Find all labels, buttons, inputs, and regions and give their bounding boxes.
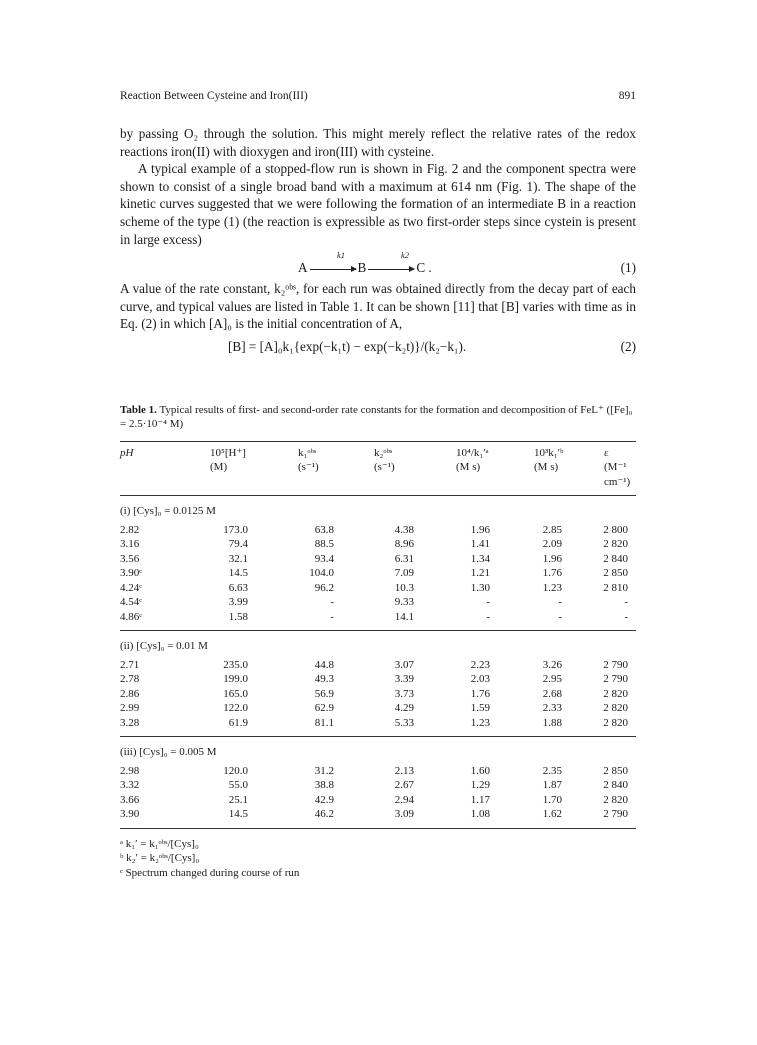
column-header: (s⁻¹) (374, 461, 395, 474)
table-cell: 32.1 (228, 552, 248, 565)
table-caption-label: Table 1. (120, 403, 157, 416)
column-header: (s⁻¹) (298, 461, 319, 474)
table-cell: 235.0 (223, 658, 248, 671)
table-cell: 4.24ᶜ (120, 581, 143, 594)
table-cell: 44.8 (314, 658, 334, 671)
page-number: 891 (618, 90, 636, 102)
table-cell: 2.09 (542, 538, 562, 551)
table-cell: 2.03 (470, 673, 490, 686)
table-cell: 81.1 (314, 716, 334, 729)
table-row (120, 716, 636, 731)
column-header: k₁ᵒᵇˢ (298, 446, 317, 459)
table-cell: 1.76 (542, 567, 562, 580)
footnote-a: ᵃ k₁′ = k₁ᵒᵇˢ/[Cys]₀ (120, 837, 199, 850)
table-cell: 1.08 (470, 808, 490, 821)
table-cell: 3.07 (394, 658, 414, 671)
table-cell: 4.29 (394, 702, 414, 715)
scheme-row (298, 260, 432, 276)
table-cell: 2.71 (120, 658, 140, 671)
table-cell: - (486, 610, 490, 623)
column-header: 10⁴/k₁′ᵃ (456, 446, 489, 459)
table-cell: 14.1 (394, 610, 414, 623)
table-cell: 1.58 (228, 610, 248, 623)
scheme-species-a: A (298, 260, 308, 276)
table-cell: 1.17 (470, 793, 490, 806)
table-cell: 31.2 (314, 764, 334, 777)
table-cell: 2 840 (603, 779, 628, 792)
table-cell: 120.0 (223, 764, 248, 777)
table-cell: 4.38 (394, 523, 414, 536)
table-cell: 1.62 (542, 808, 562, 821)
table-cell: 14.5 (228, 808, 248, 821)
table-cell: 3.28 (120, 716, 140, 729)
scheme-species-b: B (357, 260, 367, 276)
table-cell: 38.8 (314, 779, 334, 792)
table-row (120, 793, 636, 808)
page (120, 90, 636, 880)
column-header: pH (120, 446, 134, 459)
table-cell: 2.35 (542, 764, 562, 777)
table-caption-text: Typical results of first- and second-order rate constants for the formation and decomposition of FeL⁺ ([Fe]₀ = 2.5·10⁻⁴ M) (120, 403, 633, 430)
table-row (120, 778, 636, 793)
column-header: (M) (210, 461, 228, 474)
table-cell: 49.3 (314, 673, 334, 686)
table-footnotes (120, 837, 636, 881)
scheme-arrow-2 (368, 269, 414, 270)
table-cell: 1.96 (542, 552, 562, 565)
column-header: ε (604, 446, 609, 459)
table-cell: 2.23 (470, 658, 490, 671)
table-cell: 2 790 (603, 658, 628, 671)
table-cell: 61.9 (228, 716, 248, 729)
table-cell: 55.0 (228, 779, 248, 792)
paragraph-2: A typical example of a stopped-flow run is shown in Fig. 2 and the component spectra were shown to consist of a single broad band with a maximum at 614 nm (Fig. 1). The shape of the kinetic curves suggested that we were following the formation of an intermediate B in a reaction scheme of the type (1) (the reaction is expressible as two first-order steps since cystein is present in large excess) (120, 161, 636, 247)
table-header-row (120, 446, 636, 461)
table-cell: 2.68 (542, 687, 562, 700)
table-cell: 93.4 (314, 552, 334, 565)
table-row (120, 566, 636, 581)
table-cell: 25.1 (228, 793, 248, 806)
table-row (120, 672, 636, 687)
table-cell: 1.87 (542, 779, 562, 792)
table-cell: 2 820 (603, 702, 628, 715)
table-cell: 2.33 (542, 702, 562, 715)
column-header: 10⁵[H⁺] (210, 446, 246, 459)
scheme-arrow-1 (310, 269, 356, 270)
table-cell: 2.82 (120, 523, 140, 536)
table-row (120, 610, 636, 625)
table-cell: 42.9 (314, 793, 334, 806)
table-cell: 63.8 (314, 523, 334, 536)
scheme-k2-label: k2 (401, 250, 410, 261)
table-cell: - (330, 610, 334, 623)
table-cell: 1.23 (470, 716, 490, 729)
table-cell: 1.30 (470, 581, 490, 594)
table-cell: 79.4 (228, 538, 248, 551)
table-cell: - (486, 596, 490, 609)
table-cell: 1.76 (470, 687, 490, 700)
table-cell: 1.70 (542, 793, 562, 806)
table-cell: 62.9 (314, 702, 334, 715)
equation-text: [B] = [A]₀k₁{exp(−k₁t) − exp(−k₂t)}/(k₂−k₁). (228, 338, 467, 354)
table-row (120, 807, 636, 822)
table-cell: 1.23 (542, 581, 562, 594)
table-cell: 3.09 (394, 808, 414, 821)
table-cell: 1.41 (470, 538, 490, 551)
table-cell: 3.90 (120, 808, 140, 821)
table-cell: 1.60 (470, 764, 490, 777)
table-cell: 3.39 (394, 673, 414, 686)
column-header: (M s) (534, 461, 559, 474)
table-row (120, 658, 636, 673)
column-header (120, 460, 186, 489)
table-cell: 3.99 (228, 596, 248, 609)
table-cell: 10.3 (394, 581, 414, 594)
table-cell: 165.0 (223, 687, 248, 700)
table-cell: 2 850 (603, 764, 628, 777)
equation-2 (120, 339, 636, 363)
table-cell: 2.13 (394, 764, 414, 777)
table-cell: 14.5 (228, 567, 248, 580)
table-cell: 3.90ᶜ (120, 567, 143, 580)
column-header: (M⁻¹ cm⁻¹) (604, 461, 631, 488)
table-row (120, 595, 636, 610)
table-section-title (120, 631, 636, 658)
table-cell: 5.33 (394, 716, 414, 729)
table-cell: - (624, 610, 628, 623)
section-title-cell: (iii) [Cys]₀ = 0.005 M (120, 746, 217, 759)
table-cell: 173.0 (223, 523, 248, 536)
table-row (120, 552, 636, 567)
table-row (120, 537, 636, 552)
table-cell: 2 820 (603, 716, 628, 729)
equation-number: (2) (620, 338, 636, 354)
running-head (120, 90, 636, 106)
table-cell: 2.85 (542, 523, 562, 536)
table-cell: 2 840 (603, 552, 628, 565)
table-cell: 2 790 (603, 808, 628, 821)
table-cell: - (558, 596, 562, 609)
table-cell: 3.26 (542, 658, 562, 671)
table-cell: 4.54ᶜ (120, 596, 143, 609)
table-cell: 1.34 (470, 552, 490, 565)
table-cell: 1.59 (470, 702, 490, 715)
table-cell: 56.9 (314, 687, 334, 700)
column-header: 10³k₁′ᵇ (534, 446, 564, 459)
table-cell: 96.2 (314, 581, 334, 594)
table-cell: 1.96 (470, 523, 490, 536)
results-table (120, 441, 636, 829)
table-cell: 88.5 (314, 538, 334, 551)
table-cell: 6.63 (228, 581, 248, 594)
table-cell: 3.56 (120, 552, 140, 565)
table-cell: 46.2 (314, 808, 334, 821)
table-header-row (120, 460, 636, 489)
running-title: Reaction Between Cysteine and Iron(III) (120, 90, 308, 102)
table-cell: 2 820 (603, 687, 628, 700)
table-cell: 2.94 (394, 793, 414, 806)
table-cell: 2.99 (120, 702, 140, 715)
section-title-cell: (ii) [Cys]₀ = 0.01 M (120, 640, 208, 653)
table-cell: - (624, 596, 628, 609)
table-cell: - (330, 596, 334, 609)
footnote-b: ᵇ k₂′ = k₂ᵒᵇˢ/[Cys]₀ (120, 852, 200, 865)
scheme-species-c: C . (416, 260, 432, 276)
table-section-title (120, 496, 636, 523)
footnote-c: ᶜ Spectrum changed during course of run (120, 866, 300, 879)
table-caption (120, 403, 636, 431)
table-section-title (120, 737, 636, 764)
table-cell: 1.21 (470, 567, 490, 580)
table-cell: 2.98 (120, 764, 140, 777)
table-row (120, 581, 636, 596)
table-row (120, 523, 636, 538)
scheme-k1-label: k1 (337, 250, 346, 261)
column-header: (M s) (456, 461, 481, 474)
table-cell: 6.31 (394, 552, 414, 565)
table-cell: 3.32 (120, 779, 140, 792)
paragraph-1: by passing O₂ through the solution. This might merely reflect the relative rates of the redox reactions iron(II) with dioxygen and iron(III) with cysteine. (120, 126, 636, 159)
table-cell: 1.29 (470, 779, 490, 792)
reaction-scheme (120, 250, 636, 280)
table-cell: 2 820 (603, 793, 628, 806)
table-cell: 2 790 (603, 673, 628, 686)
table-cell: 2 800 (603, 523, 628, 536)
table-cell: 4.86ᶜ (120, 610, 143, 623)
table-cell: 3.66 (120, 793, 140, 806)
section-title-cell: (i) [Cys]₀ = 0.0125 M (120, 505, 216, 518)
table-section-rule (120, 822, 636, 829)
table-cell: 2.95 (542, 673, 562, 686)
table-cell: 2.86 (120, 687, 140, 700)
table-cell: 7.09 (394, 567, 414, 580)
table-cell: 2.67 (394, 779, 414, 792)
table-cell: 8.96 (394, 538, 414, 551)
table-cell: - (558, 610, 562, 623)
scheme-number: (1) (620, 260, 636, 276)
paragraph-3: A value of the rate constant, k₂ᵒᵇˢ, for each run was obtained directly from the decay part of each curve, and typical values are listed in Table 1. It can be shown [11] that [B] varies with time as in Eq. (2) in which [A]₀ is the initial concentration of A, (120, 281, 636, 332)
table-cell: 104.0 (309, 567, 334, 580)
table-cell: 122.0 (223, 702, 248, 715)
table-cell: 199.0 (223, 673, 248, 686)
table-row (120, 764, 636, 779)
table-cell: 2 820 (603, 538, 628, 551)
table-row (120, 701, 636, 716)
column-header: k₂ᵒᵇˢ (374, 446, 393, 459)
table-cell: 2 850 (603, 567, 628, 580)
table-cell: 1.88 (542, 716, 562, 729)
table-cell: 9.33 (394, 596, 414, 609)
table-row (120, 687, 636, 702)
table-cell: 2.78 (120, 673, 140, 686)
table-cell: 2 810 (603, 581, 628, 594)
table-cell: 3.16 (120, 538, 140, 551)
table-cell: 3.73 (394, 687, 414, 700)
